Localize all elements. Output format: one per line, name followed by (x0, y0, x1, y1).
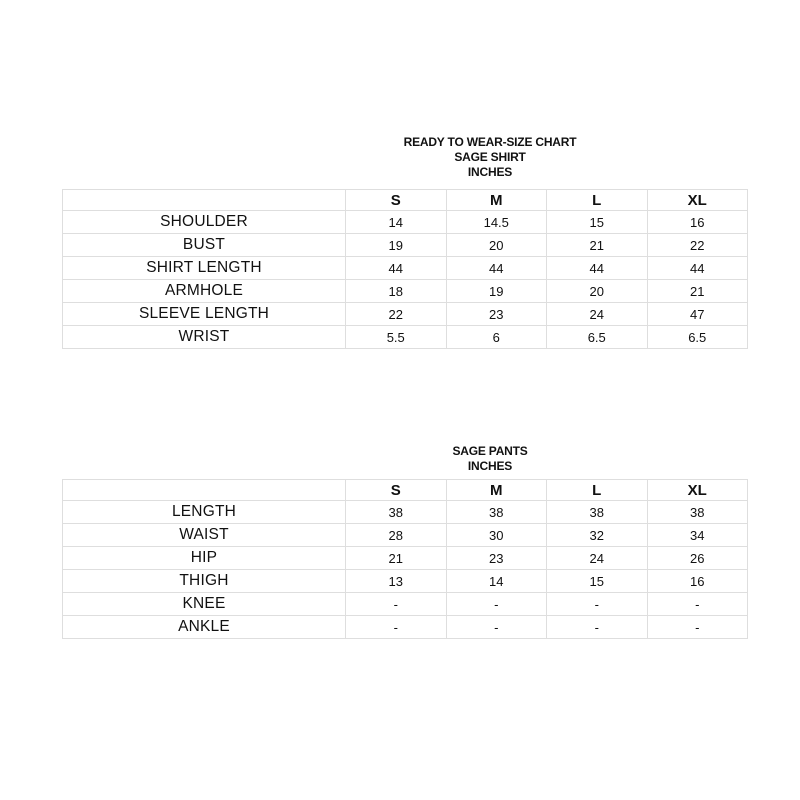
row-label: BUST (63, 234, 346, 257)
shirt-chart-heading (380, 135, 600, 180)
table-cell: 18 (346, 280, 447, 303)
table-cell: 28 (346, 524, 447, 547)
table-cell: 30 (446, 524, 547, 547)
row-label: ANKLE (63, 616, 346, 639)
row-label: KNEE (63, 593, 346, 616)
table-row (63, 303, 748, 326)
table-cell: 34 (647, 524, 748, 547)
row-label: SLEEVE LENGTH (63, 303, 346, 326)
table-header-row (63, 190, 748, 211)
table-row (63, 280, 748, 303)
table-cell: 15 (547, 211, 648, 234)
table-cell: 38 (346, 501, 447, 524)
pants-size-table (62, 479, 748, 639)
table-cell: - (547, 616, 648, 639)
row-label: HIP (63, 547, 346, 570)
size-header-m: M (446, 480, 547, 501)
table-cell: - (647, 593, 748, 616)
table-row (63, 501, 748, 524)
table-cell: 20 (446, 234, 547, 257)
size-header-s: S (346, 190, 447, 211)
table-cell: 21 (547, 234, 648, 257)
pants-chart-subtitle: SAGE PANTS (452, 444, 528, 458)
table-cell: 16 (647, 211, 748, 234)
row-label: WAIST (63, 524, 346, 547)
table-cell: 38 (446, 501, 547, 524)
pants-chart-heading (400, 444, 580, 474)
table-cell: 6.5 (647, 326, 748, 349)
table-cell: 20 (547, 280, 648, 303)
table-cell: - (346, 616, 447, 639)
table-cell: 15 (547, 570, 648, 593)
table-cell: 21 (647, 280, 748, 303)
table-row (63, 326, 748, 349)
table-cell: - (346, 593, 447, 616)
row-label: SHIRT LENGTH (63, 257, 346, 280)
table-row (63, 616, 748, 639)
row-label: LENGTH (63, 501, 346, 524)
shirt-chart-unit: INCHES (467, 165, 513, 179)
table-cell: 22 (647, 234, 748, 257)
table-cell: 44 (547, 257, 648, 280)
table-row (63, 211, 748, 234)
table-cell: - (547, 593, 648, 616)
shirt-chart-title: READY TO WEAR-SIZE CHART (403, 135, 577, 149)
table-cell: 38 (547, 501, 648, 524)
table-cell: 6.5 (547, 326, 648, 349)
shirt-size-table (62, 189, 748, 349)
table-cell: 23 (446, 303, 547, 326)
row-label: ARMHOLE (63, 280, 346, 303)
table-cell: 6 (446, 326, 547, 349)
table-cell: - (446, 616, 547, 639)
table-cell: 14.5 (446, 211, 547, 234)
size-header-l: L (547, 190, 648, 211)
size-header-m: M (446, 190, 547, 211)
size-header-s: S (346, 480, 447, 501)
table-row (63, 593, 748, 616)
table-cell: - (647, 616, 748, 639)
table-cell: 13 (346, 570, 447, 593)
table-cell: 14 (446, 570, 547, 593)
table-cell: 44 (446, 257, 547, 280)
table-cell: 5.5 (346, 326, 447, 349)
pants-chart-unit: INCHES (467, 459, 513, 473)
table-cell: 22 (346, 303, 447, 326)
table-cell: 19 (446, 280, 547, 303)
size-header-xl: XL (647, 480, 748, 501)
table-row (63, 547, 748, 570)
table-cell: 21 (346, 547, 447, 570)
header-corner-cell (63, 480, 346, 501)
size-header-xl: XL (647, 190, 748, 211)
header-corner-cell (63, 190, 346, 211)
row-label: THIGH (63, 570, 346, 593)
table-header-row (63, 480, 748, 501)
shirt-chart-subtitle: SAGE SHIRT (454, 150, 526, 164)
table-row (63, 570, 748, 593)
table-cell: 44 (346, 257, 447, 280)
table-cell: 24 (547, 303, 648, 326)
table-row (63, 234, 748, 257)
row-label: SHOULDER (63, 211, 346, 234)
table-cell: 44 (647, 257, 748, 280)
table-cell: 23 (446, 547, 547, 570)
table-cell: 26 (647, 547, 748, 570)
table-cell: 14 (346, 211, 447, 234)
table-row (63, 257, 748, 280)
size-header-l: L (547, 480, 648, 501)
table-cell: 47 (647, 303, 748, 326)
table-row (63, 524, 748, 547)
table-cell: 38 (647, 501, 748, 524)
table-cell: 24 (547, 547, 648, 570)
table-cell: 16 (647, 570, 748, 593)
table-cell: 19 (346, 234, 447, 257)
row-label: WRIST (63, 326, 346, 349)
table-cell: - (446, 593, 547, 616)
table-cell: 32 (547, 524, 648, 547)
